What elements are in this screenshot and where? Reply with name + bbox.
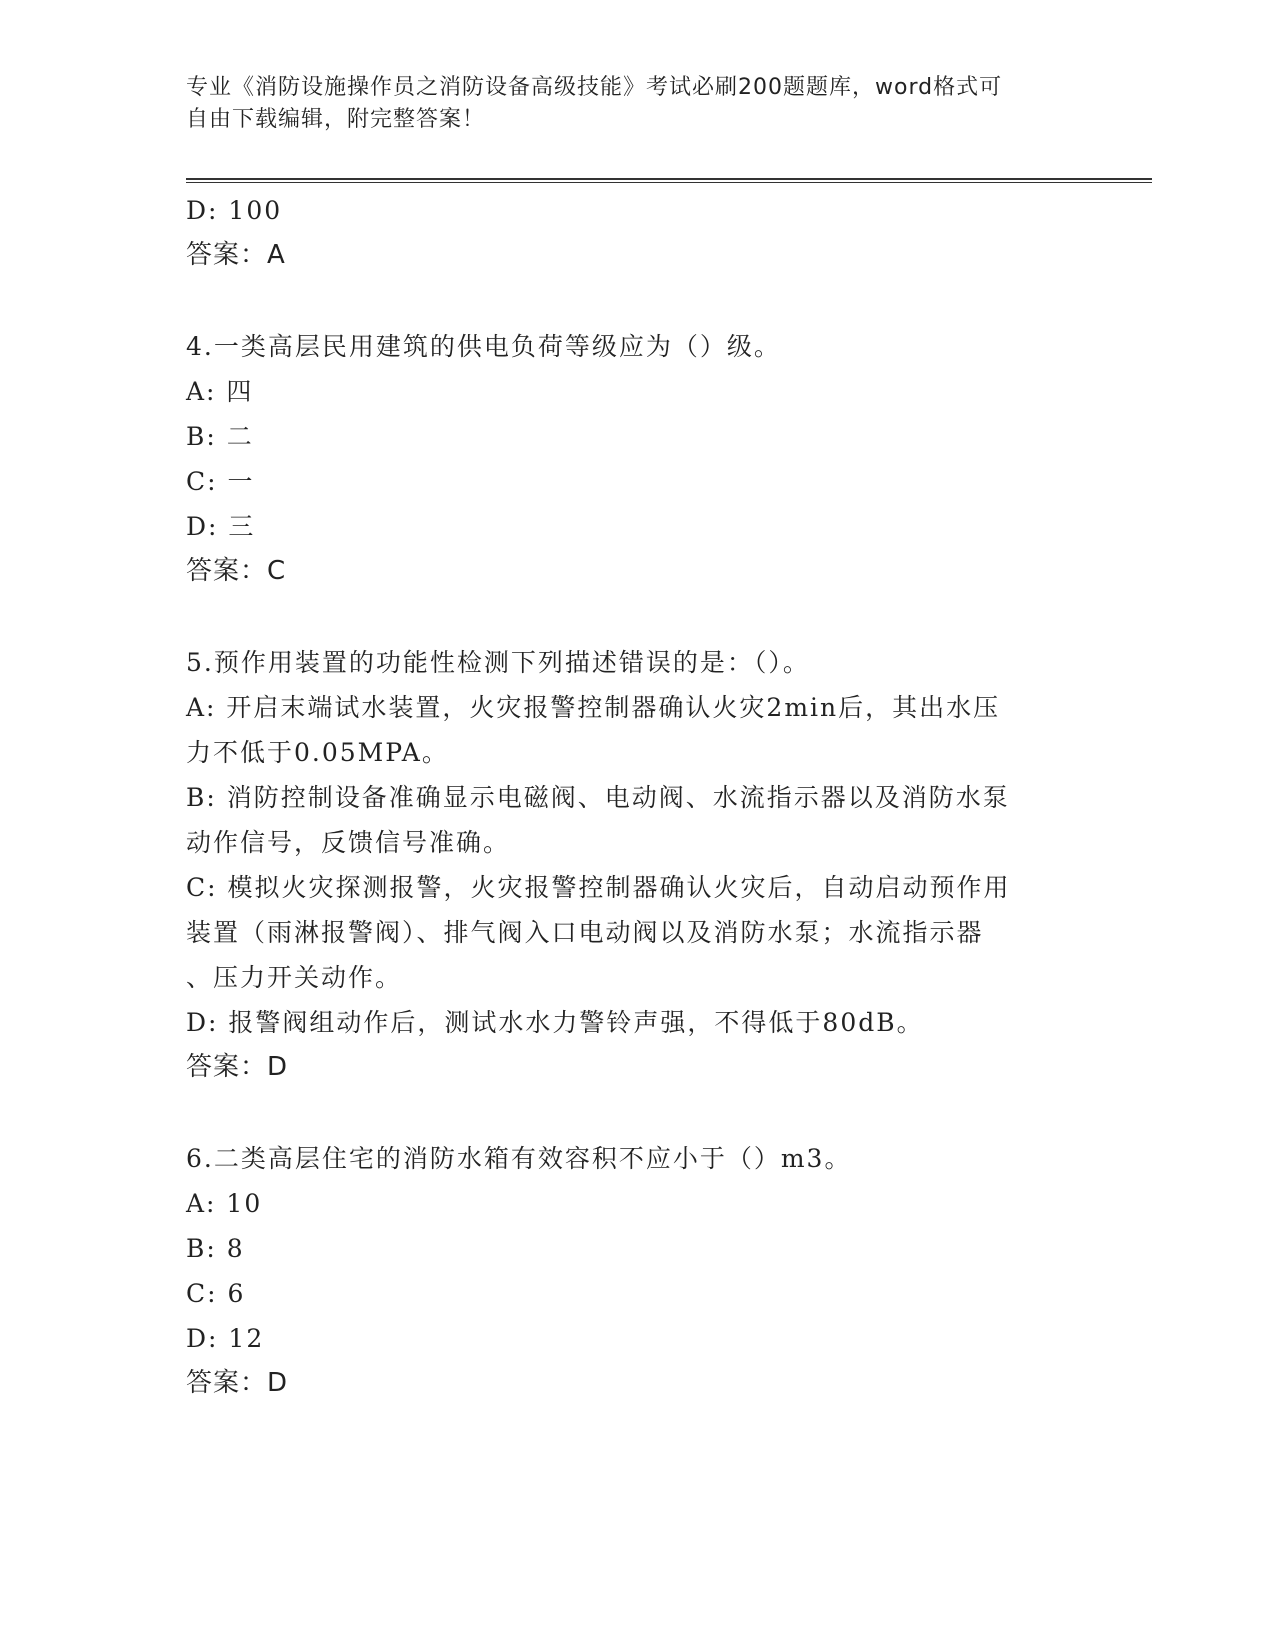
option-a: A: 10 (186, 1189, 263, 1218)
question-stem: 4.一类高层民用建筑的供电负荷等级应为（）级。 (186, 332, 781, 361)
option-d: D: 报警阀组动作后，测试水水力警铃声强，不得低于80dB。 (186, 1008, 924, 1037)
answer: 答案：D (186, 1052, 289, 1082)
document-header (186, 72, 1066, 136)
option-d: D: 12 (186, 1324, 265, 1353)
option-d: D: 100 (186, 196, 283, 225)
answer: 答案：C (186, 556, 287, 586)
option-c-line-1: C: 模拟火灾探测报警，火灾报警控制器确认火灾后，自动启动预作用 (186, 873, 1011, 902)
question-6 (186, 1136, 1066, 1406)
question-4 (186, 324, 1066, 594)
option-c-line-3: 、压力开关动作。 (186, 963, 403, 992)
option-c: C: 一 (186, 467, 255, 496)
option-a-line-2: 力不低于0.05MPA。 (186, 738, 449, 767)
option-b-line-1: B: 消防控制设备准确显示电磁阀、电动阀、水流指示器以及消防水泵 (186, 783, 1010, 812)
answer: 答案：A (186, 240, 286, 270)
header-line-2: 自由下载编辑，附完整答案！ (186, 107, 486, 132)
document-body (186, 188, 1066, 1406)
header-rule-thin (186, 182, 1152, 183)
question-stem: 6.二类高层住宅的消防水箱有效容积不应小于（）m3。 (186, 1144, 852, 1173)
question-3-tail (186, 188, 1066, 278)
option-d: D: 三 (186, 512, 256, 541)
option-b-line-2: 动作信号，反馈信号准确。 (186, 828, 511, 857)
option-b: B: 二 (186, 422, 254, 451)
header-line-1: 专业《消防设施操作员之消防设备高级技能》考试必刷200题题库，word格式可 (186, 75, 1003, 100)
answer: 答案：D (186, 1368, 289, 1398)
option-a-line-1: A: 开启末端试水装置，火灾报警控制器确认火灾2min后，其出水压 (186, 693, 1001, 722)
question-stem: 5.预作用装置的功能性检测下列描述错误的是：（）。 (186, 648, 810, 677)
option-a: A: 四 (186, 377, 254, 406)
option-c-line-2: 装置（雨淋报警阀）、排气阀入口电动阀以及消防水泵；水流指示器 (186, 918, 984, 947)
header-rule-thick (186, 178, 1152, 180)
option-b: B: 8 (186, 1234, 245, 1263)
option-c: C: 6 (186, 1279, 246, 1308)
question-5 (186, 640, 1066, 1090)
